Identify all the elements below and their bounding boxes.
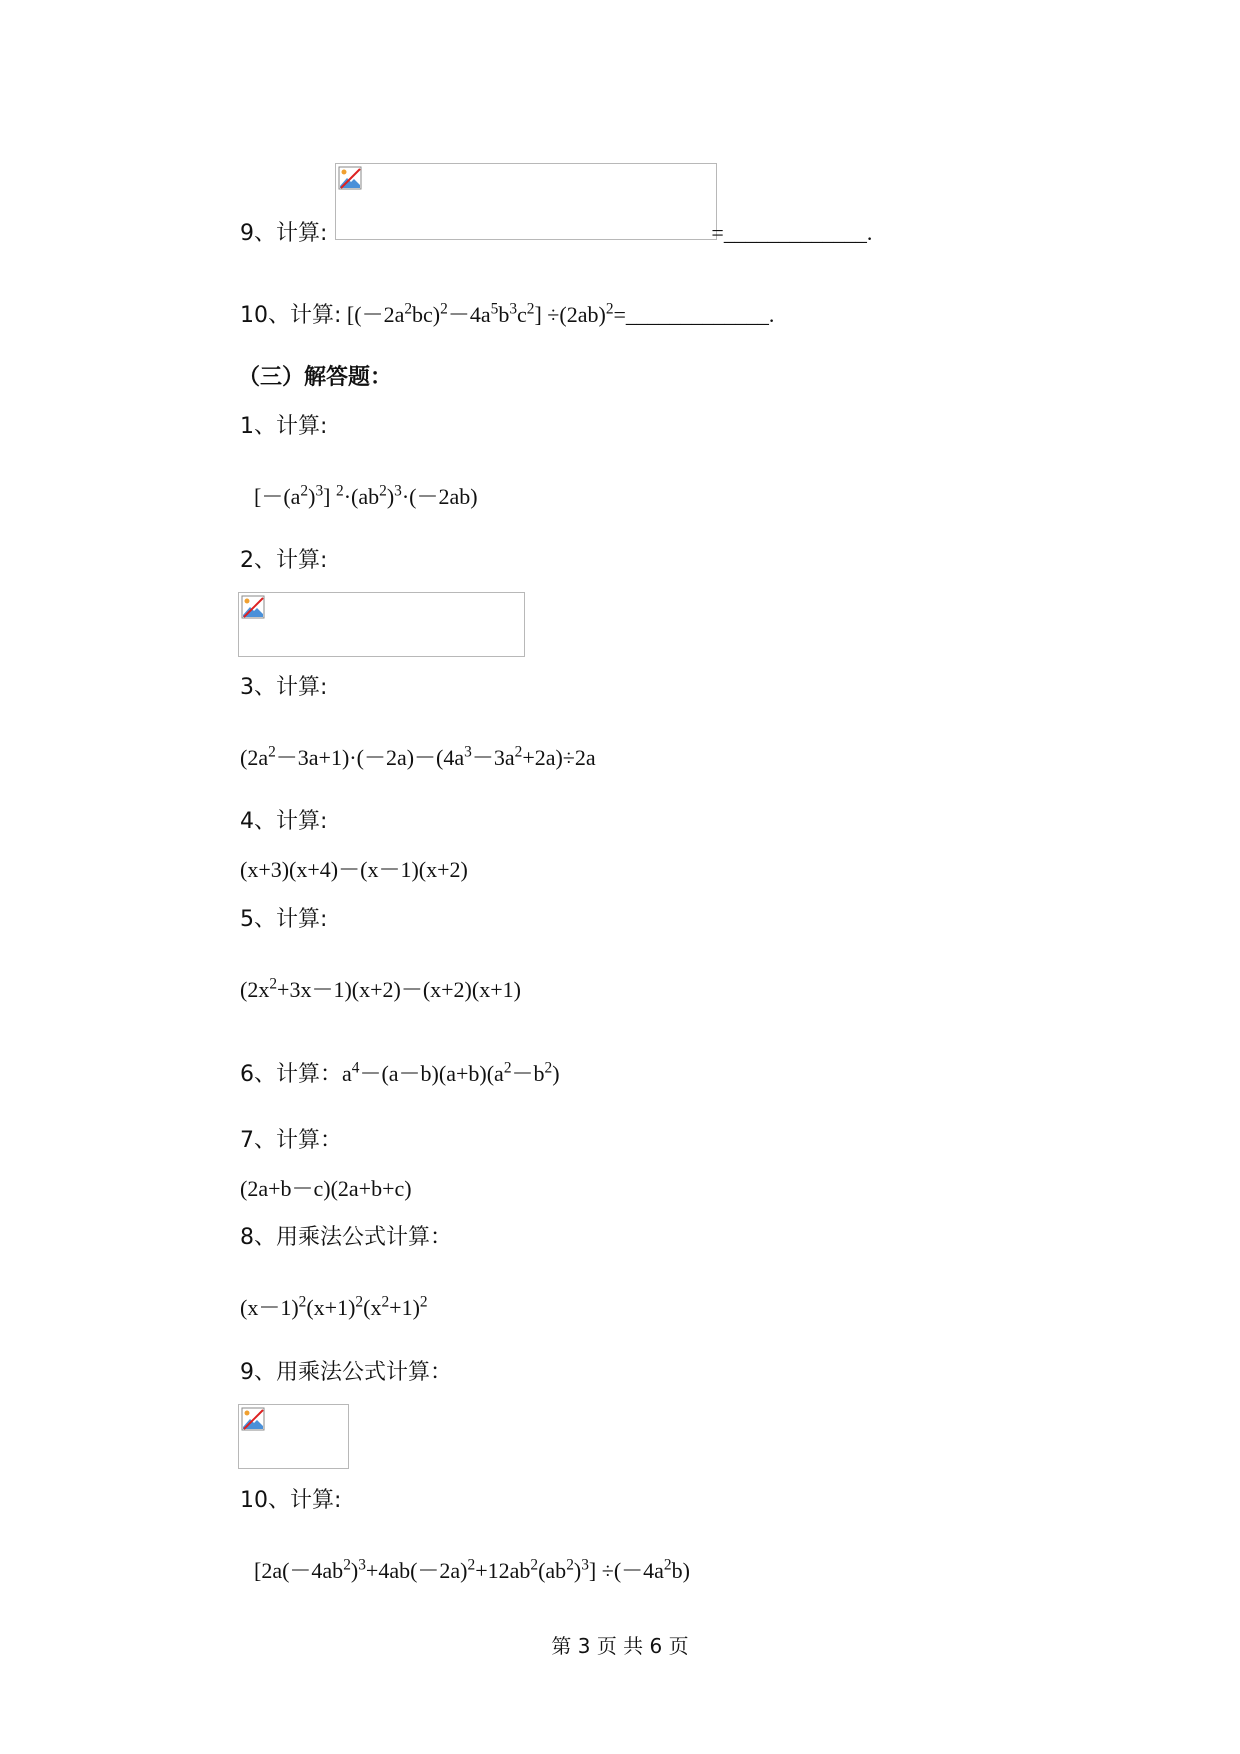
page-footer: 第 3 页 共 6 页 xyxy=(551,1634,689,1658)
answer-6: 6、计算：$a^4-(a-b)(a+b)(a^2-b^2)$ xyxy=(240,1059,560,1087)
broken-image-icon xyxy=(241,1407,265,1431)
answer-1-expression: $[-(a^2)^3]$ $^2\cdot(ab^2)^3\cdot(-2ab)$ xyxy=(254,482,478,509)
question-label: 10、计算: xyxy=(240,303,342,328)
broken-image-icon xyxy=(338,166,362,190)
answer-7-label: 7、计算： xyxy=(240,1128,342,1153)
answer-6-label: 6、计算： xyxy=(240,1062,342,1087)
broken-image-a9 xyxy=(238,1404,349,1469)
answer-9-label: 9、用乘法公式计算： xyxy=(240,1360,452,1385)
section-heading: （三）解答题： xyxy=(238,365,393,390)
answer-5-label: 5、计算: xyxy=(240,907,328,932)
answer-3-expression: $(2a^2-3a+1)\cdot(-2a)-(4a^3-3a^2+2a)\div 2a$ xyxy=(240,743,596,770)
answer-2-label: 2、计算: xyxy=(240,548,328,573)
answer-5-expression: $(2x^2+3x-1)(x+2)-(x+2)(x+1)$ xyxy=(240,975,521,1002)
answer-4-label: 4、计算: xyxy=(240,809,328,834)
answer-8-expression: $(x-1)^2(x+1)^2(x^2+1)^2$ xyxy=(240,1293,428,1320)
question-9-fill: 9、计算: =_____________. xyxy=(240,220,873,246)
answer-8-label: 8、用乘法公式计算： xyxy=(240,1225,452,1250)
answer-10-label: 10、计算: xyxy=(240,1488,342,1513)
question-label: 9、计算: xyxy=(240,221,328,246)
question-10-fill: 10、计算: $[(-2a^2bc)^2-4a^5b^3c^2]$ $\div(2ab)^2=\_\_\_\_\_\_\_\_\_\_\_\_\_$. xyxy=(240,300,775,328)
broken-image-a2 xyxy=(238,592,525,657)
answer-1-label: 1、计算: xyxy=(240,414,328,439)
broken-image-icon xyxy=(241,595,265,619)
answer-3-label: 3、计算: xyxy=(240,675,328,700)
answer-10-expression: $[2a(-4ab^2)^3+4ab(-2a)^2+12ab^2(ab^2)^3] \div(-4a^2b)$ xyxy=(254,1556,690,1583)
answer-7-expression: (2a+b－c)(2a+b+c) xyxy=(240,1176,412,1201)
answer-4-expression: (x+3)(x+4)－(x－1)(x+2) xyxy=(240,857,468,882)
